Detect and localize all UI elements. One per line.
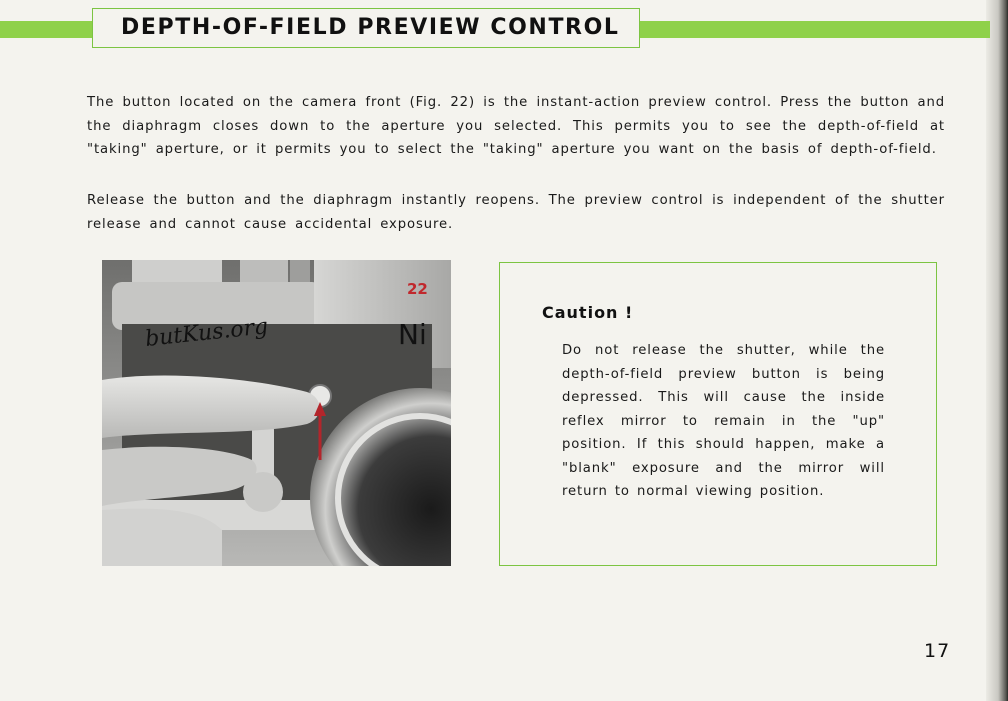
camera-photo <box>102 260 451 566</box>
page-edge-shadow <box>986 0 1008 701</box>
body-paragraph-1: The button located on the camera front (Fig. 22) is the instant-action preview control. Press the button and the diaphragm closes down to the aperture you selected. This permits you to see the depth-of-field at "taking" aperture, or it permits you to select the "taking" aperture you want on the basis of depth-of-field. <box>87 95 945 157</box>
figure-number: 22 <box>407 280 428 298</box>
page-number: 17 <box>924 640 951 662</box>
caution-title: Caution ! <box>542 303 634 322</box>
handwriting-watermark: butKus.org <box>144 314 270 352</box>
top-dial-3 <box>290 260 310 284</box>
body-paragraph-2: Release the button and the diaphragm instantly reopens. The preview control is independent of the shutter release and cannot cause accidental exposure. <box>87 193 945 232</box>
camera-logo: Ni <box>398 318 427 351</box>
caution-box <box>499 262 937 566</box>
page-title: DEPTH-OF-FIELD PREVIEW CONTROL <box>121 15 620 40</box>
caution-text: Do not release the shutter, while the depth-of-field preview button is being depressed. This will cause the inside reflex mirror to remain in the "up" position. If this should happen, make a "blank" exposure and the mirror will return to normal viewing position. <box>562 343 885 499</box>
title-box <box>92 8 640 48</box>
